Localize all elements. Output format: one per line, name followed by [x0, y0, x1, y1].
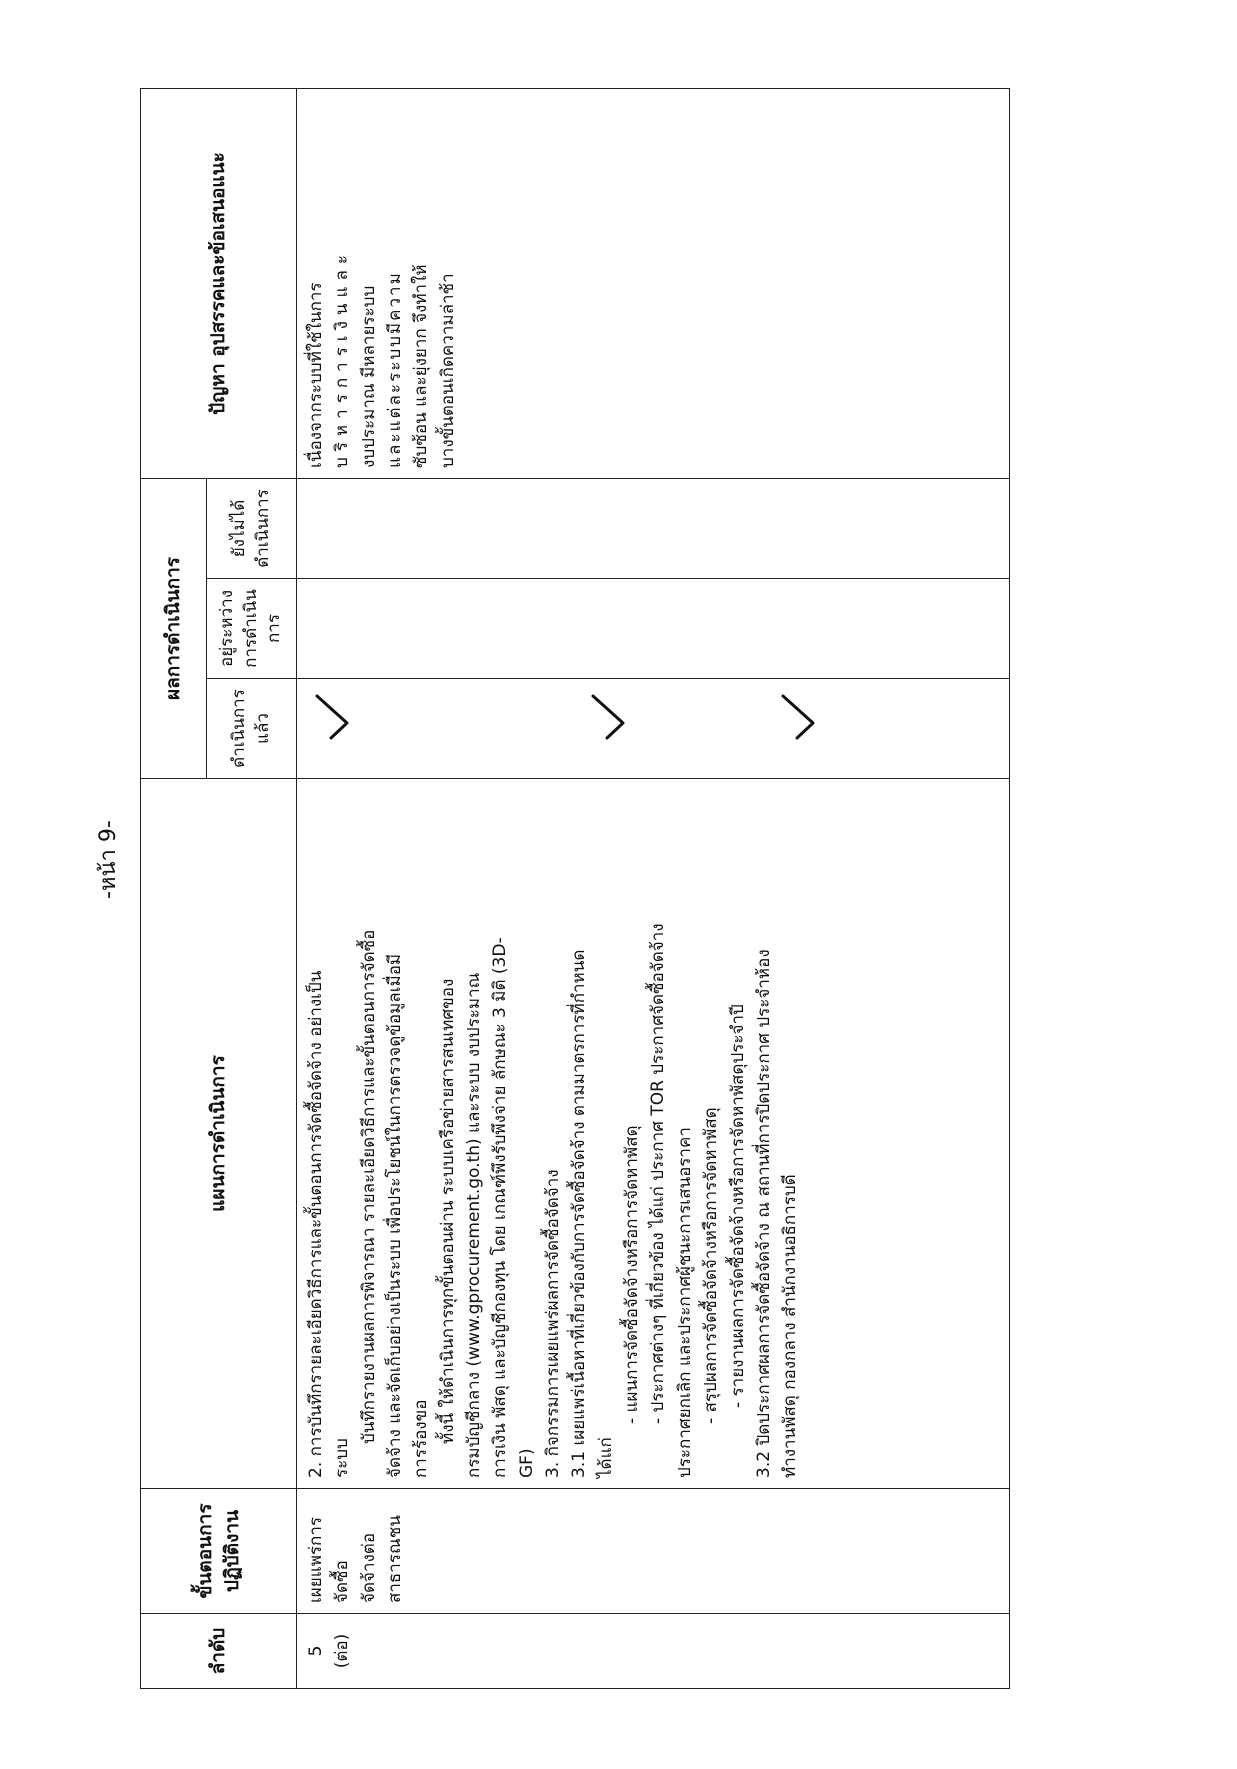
- problem-line: บางขั้นตอนเกิดความล่าช้า: [437, 273, 458, 468]
- process-line: สาธารณชน: [385, 1515, 406, 1603]
- problem-line: ซับซ้อน และยุ่งยาก จึงทำให้: [411, 264, 432, 468]
- order-cell: [297, 1614, 1010, 1689]
- header-in-progress: อยู่ระหว่างการดำเนินการ: [207, 579, 297, 679]
- problem-line: บริหารการเงินและ: [332, 248, 353, 468]
- plan-line: 2. การบันทึกรายละเอียดวิธีการและขั้นตอนการจัดซื้อจัดจ้าง อย่างเป็น: [306, 970, 326, 1478]
- order-number: 5: [306, 1645, 326, 1657]
- process-cell: [297, 1489, 1010, 1614]
- plan-line: จัดจ้าง และจัดเก็บอย่างเป็นระบบ เพื่อประโยชน์ในการตรวจดูข้อมูลเมื่อมี: [385, 953, 406, 1478]
- order-note: (ต่อ): [332, 1633, 353, 1669]
- plan-line: - แผนการจัดซื้อจัดจ้างหรือการจัดหาพัสดุ: [622, 1125, 643, 1424]
- plan-line: การเงิน พัสดุ และบัญชีกองทุน โดย เกณฑ์พึงรับพึงจ่าย ลักษณะ 3 มิติ (3D-: [490, 937, 511, 1478]
- checkmark-icon: [585, 658, 635, 778]
- plan-line: ระบบ: [332, 1438, 353, 1478]
- checkmark-icon: [775, 658, 825, 778]
- header-order: ลำดับ: [141, 1614, 297, 1689]
- plan-line: การร้องขอ: [411, 1399, 432, 1478]
- plan-line: 3. กิจกรรมการเผยแพร่ผลการจัดซื้อจัดจ้าง: [543, 1169, 564, 1478]
- progress-table: [140, 88, 1010, 1689]
- checkmark-icon: [309, 658, 359, 778]
- not-done-cell: [297, 478, 1010, 578]
- process-line: เผยแพร่การจัดซื้อ: [306, 1517, 353, 1603]
- problem-line: และแต่ละระบบมีความ: [385, 271, 406, 468]
- problem-line: งบประมาณ มีหลายระบบ: [358, 285, 379, 468]
- header-plan: แผนการดำเนินการ: [141, 779, 297, 1489]
- plan-line: ทั้งนี้ ให้ดำเนินการทุกขั้นตอนผ่าน ระบบเครือข่ายสารสนเทศของ: [437, 978, 458, 1444]
- plan-cell: [297, 779, 1010, 1489]
- plan-line: 3.1 เผยแพร่เนื้อหาที่เกี่ยวข้องกับการจัดซื้อจัดจ้าง ตามมาตรการที่กำหนด: [569, 949, 590, 1478]
- plan-line: ทำงานพัสดุ กองกลาง สำนักงานอธิการบดี: [780, 1174, 801, 1478]
- header-result: ผลการดำเนินการ: [141, 478, 207, 778]
- header-process: ขั้นตอนการปฏิบัติงาน: [141, 1489, 297, 1614]
- header-problem: ปัญหา อุปสรรคและข้อเสนอแนะ: [141, 88, 297, 478]
- plan-line: บันทึกรายงานผลการพิจารณา รายละเอียดวิธีการและขั้นตอนการจัดซื้อ: [358, 929, 379, 1444]
- problem-cell: [297, 88, 1010, 478]
- plan-line: ได้แก่: [595, 1437, 616, 1478]
- in-progress-cell: [297, 579, 1010, 679]
- done-cell: [297, 679, 1010, 779]
- process-line: จัดจ้างต่อ: [358, 1532, 379, 1603]
- problem-line: เนื่องจากระบบที่ใช้ในการ: [306, 282, 326, 468]
- table-row: [297, 88, 1010, 1688]
- plan-line: กรมบัญชีกลาง (www.gprocurement.go.th) และระบบ งบประมาณ: [464, 972, 485, 1478]
- plan-line: - รายงานผลการจัดซื้อจัดจ้างหรือการจัดหาพัสดุประจำปี: [727, 1004, 748, 1408]
- plan-line: - ประกาศต่างๆ ที่เกี่ยวข้อง ได้แก่ ประกาศ TOR ประกาศจัดซื้อจัดจ้าง: [648, 923, 669, 1424]
- header-done: ดำเนินการแล้ว: [207, 679, 297, 779]
- page-number: -หน้า 9-: [96, 820, 121, 899]
- plan-line: ประกาศยกเลิก และประกาศผู้ชนะการเสนอราคา: [674, 1127, 695, 1478]
- header-not-done: ยังไม่ได้ดำเนินการ: [207, 478, 297, 578]
- check-column: [297, 679, 1009, 778]
- plan-line: - สรุปผลการจัดซื้อจัดจ้างหรือการจัดหาพัสดุ: [701, 1107, 722, 1424]
- plan-line: 3.2 ปิดประกาศผลการจัดซื้อจัดจ้าง ณ สถานที่การปิดประกาศ ประจำห้อง: [753, 949, 774, 1478]
- plan-line: GF): [516, 1448, 537, 1478]
